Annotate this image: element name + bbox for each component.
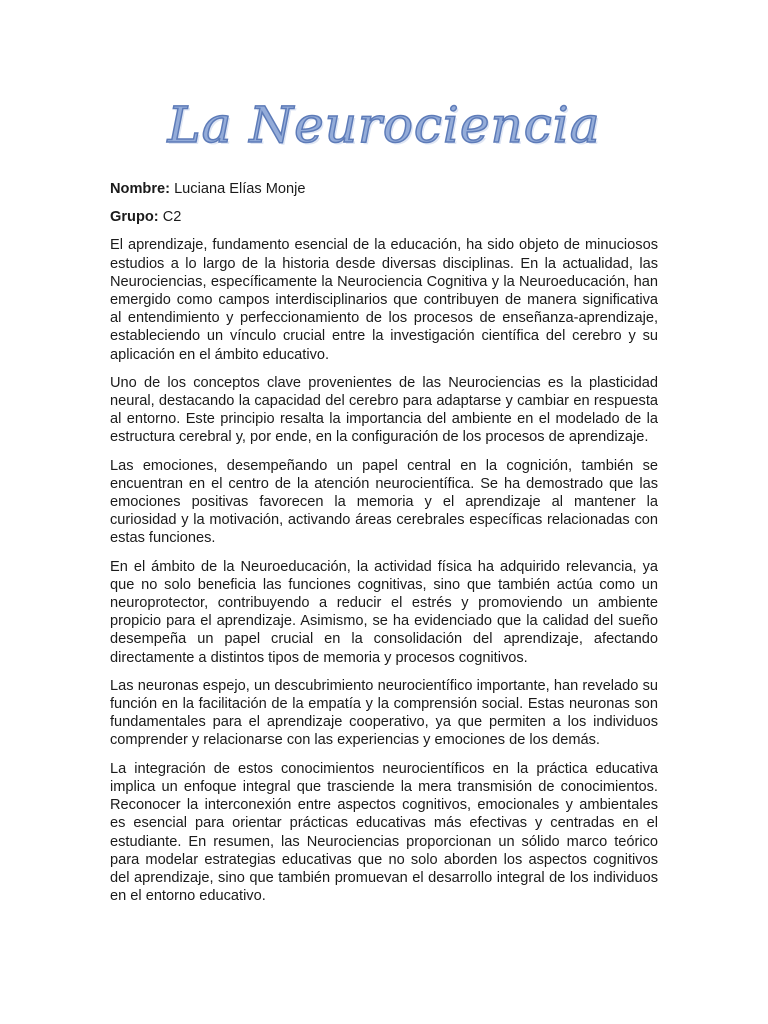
paragraph: Las neuronas espejo, un descubrimiento neurocientífico importante, han revelado su función en la facilitación de la empatía y la comprensión social. Estas neuronas son fundamentales para el aprendizaje cooperativo, ya que permiten a los individuos comprender y relacionarse con las experiencias y emociones de los demás. [110,677,658,749]
document-body [110,180,658,915]
name-label: Nombre: [110,181,170,197]
paragraph: El aprendizaje, fundamento esencial de la educación, ha sido objeto de minuciosos estudios a lo largo de la historia desde diversas disciplinas. En la actualidad, las Neurociencias, específicamente la Neurociencia Cognitiva y la Neuroeducación, han emergido como campos interdisciplinarios que contribuyen de manera significativa al entendimiento y perfeccionamiento de los procesos de enseñanza-aprendizaje, estableciendo un vínculo crucial entre la investigación científica del cerebro y su aplicación en el ámbito educativo. [110,237,658,363]
paragraph: La integración de estos conocimientos neurocientíficos en la práctica educativa implica un enfoque integral que trasciende la mera transmisión de conocimientos. Reconocer la interconexión entre aspectos cognitivos, emocionales y ambientales es esencial para orientar prácticas educativas más efectivas y centradas en el estudiante. En resumen, las Neurociencias proporcionan un sólido marco teórico para modelar estrategias educativas que no solo aborden los aspectos cognitivos del aprendizaje, sino que también promuevan el desarrollo integral de los individuos en el entorno educativo. [110,760,658,905]
name-value: Luciana Elías Monje [174,181,306,197]
title-banner [0,92,768,162]
paragraph: Las emociones, desempeñando un papel central en la cognición, también se encuentran en el centro de la atención neurocientífica. Se ha demostrado que las emociones positivas favorecen la memoria y el aprendizaje al mantener la curiosidad y la motivación, activando áreas cerebrales específicas relacionadas con estas funciones. [110,457,658,547]
group-value: C2 [162,209,182,226]
name-line [110,180,658,198]
paragraph: En el ámbito de la Neuroeducación, la actividad física ha adquirido relevancia, ya que no solo beneficia las funciones cognitivas, sino que también actúa como un neuroprotector, contribuyendo a reducir el estrés y promoviendo un ambiente propicio para el aprendizaje. Asimismo, se ha evidenciado que la calidad del sueño desempeña un papel crucial en la consolidación del aprendizaje, afectando directamente a distintos tipos de memoria y procesos cognitivos. [110,558,658,666]
group-label: Grupo: [110,209,159,226]
paragraph: Uno de los conceptos clave provenientes de las Neurociencias es la plasticidad neural, destacando la capacidad del cerebro para adaptarse y cambiar en respuesta al entorno. Este principio resalta la importancia del ambiente en el modelado de la estructura cerebral y, por ende, en la configuración de los procesos de aprendizaje. [110,374,658,446]
group-line [110,208,658,226]
document-title: La Neurociencia [167,96,601,154]
